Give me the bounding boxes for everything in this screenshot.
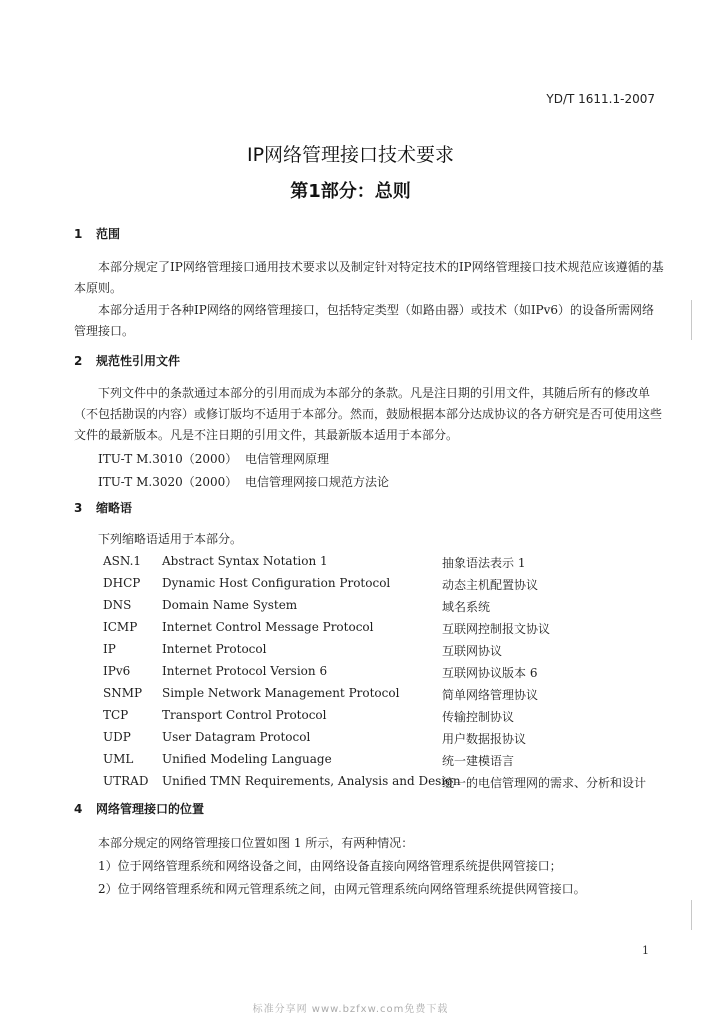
standard-code: YD/T 1611.1-2007 [546, 92, 655, 106]
abbreviation-english: Internet Protocol [162, 642, 267, 656]
abbreviation-chinese: 用户数据报协议 [442, 732, 527, 746]
section-1-paragraph-2: 本部分适用于各种IP网络的网络管理接口，包括特定类型（如路由器）或技术（如IPv6）的设备所需网络管理接口。 [74, 303, 655, 338]
abbreviation-code: ASN.1 [103, 554, 142, 568]
abbreviation-code: DNS [103, 598, 132, 612]
abbreviation-code: TCP [103, 708, 129, 722]
abbreviation-chinese: 互联网协议 [442, 644, 503, 658]
abbreviation-chinese: 域名系统 [442, 600, 491, 614]
abbreviation-code: ICMP [103, 620, 138, 634]
section-title: 网络管理接口的位置 [96, 802, 205, 816]
scan-edge-mark [691, 300, 692, 340]
abbreviation-row [103, 708, 673, 726]
section-number: 2 [74, 354, 83, 368]
reference-title: 电信管理网原理 [245, 452, 330, 466]
abbreviation-row [103, 598, 673, 616]
abbreviation-english: Dynamic Host Configuration Protocol [162, 576, 391, 590]
section-number: 1 [74, 227, 83, 241]
abbreviation-chinese: 动态主机配置协议 [442, 578, 539, 592]
abbreviation-chinese: 抽象语法表示 1 [442, 556, 526, 570]
abbreviation-english: Internet Protocol Version 6 [162, 664, 328, 678]
section-number: 3 [74, 501, 83, 515]
section-2-heading [74, 352, 180, 369]
section-4-item-2: 2）位于网络管理系统和网元管理系统之间，由网元管理系统向网络管理系统提供网管接口。 [98, 882, 586, 896]
section-4-heading [74, 800, 204, 817]
abbreviation-code: UTRAD [103, 774, 149, 788]
abbreviation-english: Abstract Syntax Notation 1 [162, 554, 328, 568]
abbreviation-row [103, 642, 673, 660]
section-title: 缩略语 [96, 501, 133, 515]
abbreviation-code: UDP [103, 730, 131, 744]
section-4-intro: 本部分规定的网络管理接口位置如图 1 所示，有两种情况： [98, 836, 414, 850]
abbreviation-code: IP [103, 642, 116, 656]
section-title: 范围 [96, 227, 121, 241]
page-number: 1 [642, 944, 649, 957]
section-3-intro: 下列缩略语适用于本部分。 [98, 532, 243, 546]
reference-title: 电信管理网接口规范方法论 [245, 475, 390, 489]
section-title: 规范性引用文件 [96, 354, 181, 368]
abbreviation-chinese: 统一建模语言 [442, 754, 515, 768]
section-1-heading [74, 225, 120, 242]
section-1-paragraph-1: 本部分规定了IP网络管理接口通用技术要求以及制定针对特定技术的IP网络管理接口技术规范应该遵循的基本原则。 [74, 260, 664, 295]
abbreviation-row [103, 620, 673, 638]
footer-watermark: 标准分享网 www.bzfxw.com免费下载 [252, 1004, 449, 1015]
abbreviation-chinese: 简单网络管理协议 [442, 688, 539, 702]
abbreviation-row [103, 664, 673, 682]
abbreviation-code: IPv6 [103, 664, 131, 678]
abbreviation-chinese: 互联网协议版本 6 [442, 666, 538, 680]
section-4-item-1: 1）位于网络管理系统和网络设备之间，由网络设备直接向网络管理系统提供网管接口； [98, 859, 562, 873]
abbreviation-code: UML [103, 752, 134, 766]
abbreviation-chinese: 传输控制协议 [442, 710, 515, 724]
document-subtitle: 第1部分：总则 [290, 181, 411, 202]
abbreviation-english: User Datagram Protocol [162, 730, 311, 744]
abbreviation-english: Unified Modeling Language [162, 752, 332, 766]
abbreviation-english: Transport Control Protocol [162, 708, 327, 722]
scan-edge-mark [691, 900, 692, 930]
abbreviation-chinese: 互联网控制报文协议 [442, 622, 551, 636]
abbreviation-row [103, 730, 673, 748]
section-2-paragraph: 下列文件中的条款通过本部分的引用而成为本部分的条款。凡是注日期的引用文件，其随后所有的修改单（不包括勘误的内容）或修订版均不适用于本部分。然而，鼓励根据本部分达成协议的各方研究是否可使用这些文件的最新版本。凡是不注日期的引用文件，其最新版本适用于本部分。 [74, 386, 663, 442]
section-3-heading [74, 499, 132, 516]
abbreviation-english: Unified TMN Requirements, Analysis and Design [162, 774, 461, 788]
abbreviation-english: Domain Name System [162, 598, 298, 612]
abbreviation-code: DHCP [103, 576, 141, 590]
abbreviation-english: Internet Control Message Protocol [162, 620, 374, 634]
abbreviation-chinese: 统一的电信管理网的需求、分析和设计 [442, 776, 647, 790]
abbreviation-english: Simple Network Management Protocol [162, 686, 400, 700]
abbreviation-row [103, 576, 673, 594]
reference-code: ITU-T M.3020（2000） [98, 475, 238, 489]
reference-code: ITU-T M.3010（2000） [98, 452, 238, 466]
abbreviation-row [103, 686, 673, 704]
abbreviation-row [103, 554, 673, 572]
document-title: IP网络管理接口技术要求 [246, 144, 455, 166]
abbreviation-row [103, 752, 673, 770]
abbreviation-code: SNMP [103, 686, 143, 700]
section-number: 4 [74, 802, 83, 816]
abbreviation-row [103, 774, 673, 792]
